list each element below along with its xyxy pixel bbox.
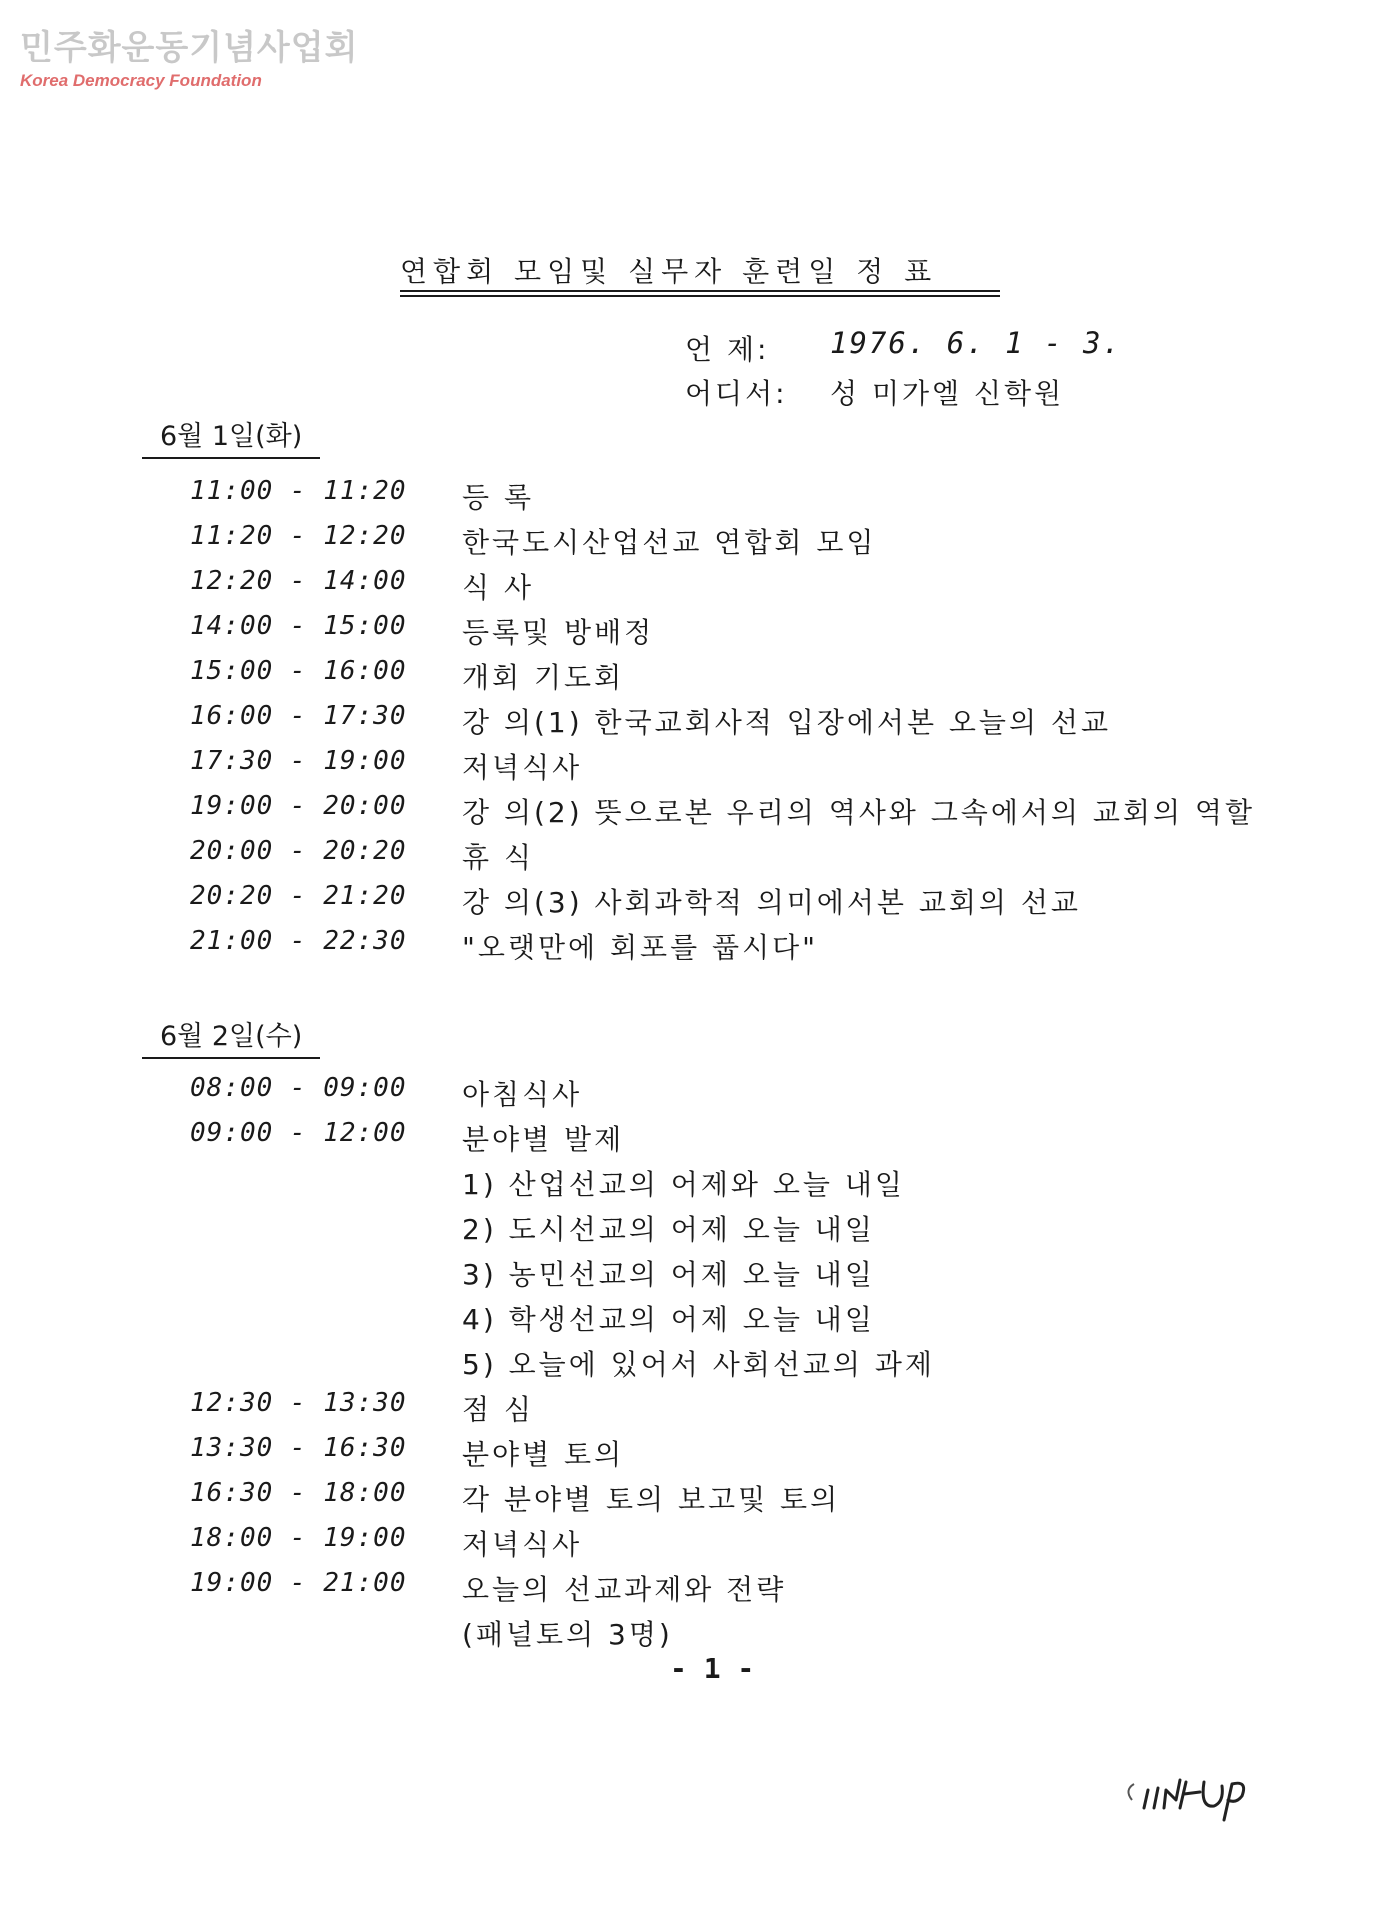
- when-label: 언 제:: [685, 333, 770, 366]
- schedule-activity: 저녁식사: [462, 1528, 583, 1561]
- schedule-activity: 3) 농민선교의 어제 오늘 내일: [462, 1258, 875, 1291]
- schedule-activity: 1) 산업선교의 어제와 오늘 내일: [462, 1168, 905, 1201]
- schedule-activity: 식 사: [462, 571, 534, 604]
- schedule-activity: (패널토의 3명): [462, 1618, 673, 1651]
- schedule-row: [190, 611, 1330, 651]
- schedule-time: 17:30 - 19:00: [190, 746, 407, 776]
- schedule-row: [190, 1523, 1330, 1563]
- schedule-activity: 휴 식: [462, 841, 534, 874]
- schedule-activity: 한국도시산업선교 연합회 모임: [462, 526, 877, 559]
- schedule-time: 11:00 - 11:20: [190, 476, 407, 506]
- schedule-row: [190, 1343, 1330, 1383]
- schedule-time: 12:20 - 14:00: [190, 566, 407, 596]
- schedule-time: 14:00 - 15:00: [190, 611, 407, 641]
- schedule-time: 18:00 - 19:00: [190, 1523, 407, 1553]
- watermark: [20, 20, 358, 91]
- schedule-row: [190, 1613, 1330, 1653]
- schedule-row: [190, 521, 1330, 561]
- schedule-activity: "오랫만에 회포를 풉시다": [462, 931, 819, 964]
- schedule-time: 21:00 - 22:30: [190, 926, 407, 956]
- schedule-activity: 4) 학생선교의 어제 오늘 내일: [462, 1303, 875, 1336]
- day1-header: 6월 1일(화): [142, 414, 320, 459]
- schedule-activity: 5) 오늘에 있어서 사회선교의 과제: [462, 1348, 935, 1381]
- schedule-time: 09:00 - 12:00: [190, 1118, 407, 1148]
- schedule-row: [190, 1118, 1330, 1158]
- day2-header: 6월 2일(수): [142, 1014, 320, 1059]
- schedule-row: [190, 881, 1330, 921]
- where-label: 어디서:: [685, 377, 788, 410]
- schedule-row: [190, 1208, 1330, 1248]
- schedule-activity: 분야별 토의: [462, 1438, 625, 1471]
- watermark-english: Korea Democracy Foundation: [20, 71, 262, 90]
- schedule-activity: 강 의(3) 사회과학적 의미에서본 교회의 선교: [462, 886, 1081, 919]
- schedule-row: [190, 1073, 1330, 1113]
- schedule-activity: 강 의(2) 뜻으로본 우리의 역사와 그속에서의 교회의 역할: [462, 796, 1256, 829]
- schedule-activity: 등록및 방배정: [462, 616, 655, 649]
- schedule-time: 16:30 - 18:00: [190, 1478, 407, 1508]
- schedule-activity: 2) 도시선교의 어제 오늘 내일: [462, 1213, 875, 1246]
- schedule-row: [190, 1298, 1330, 1338]
- schedule-row: [190, 1433, 1330, 1473]
- schedule-time: 11:20 - 12:20: [190, 521, 407, 551]
- schedule-row: [190, 476, 1330, 516]
- schedule-row: [190, 566, 1330, 606]
- schedule-row: [190, 746, 1330, 786]
- schedule-row: [190, 656, 1330, 696]
- schedule-time: 16:00 - 17:30: [190, 701, 407, 731]
- schedule-activity: 점 심: [462, 1393, 534, 1426]
- schedule-row: [190, 1388, 1330, 1428]
- schedule-row: [190, 1478, 1330, 1518]
- schedule-row: [190, 701, 1330, 741]
- schedule-time: 12:30 - 13:30: [190, 1388, 407, 1418]
- schedule-activity: 등 록: [462, 481, 534, 514]
- schedule-activity: 강 의(1) 한국교회사적 입장에서본 오늘의 선교: [462, 706, 1112, 739]
- schedule-row: [190, 1163, 1330, 1203]
- schedule-time: 08:00 - 09:00: [190, 1073, 407, 1103]
- schedule-time: 13:30 - 16:30: [190, 1433, 407, 1463]
- title-underline: [400, 290, 1000, 297]
- schedule-time: 19:00 - 21:00: [190, 1568, 407, 1598]
- schedule-time: 20:20 - 21:20: [190, 881, 407, 911]
- schedule-activity: 저녁식사: [462, 751, 583, 784]
- schedule-activity: 아침식사: [462, 1078, 583, 1111]
- schedule-time: 15:00 - 16:00: [190, 656, 407, 686]
- schedule-activity: 각 분야별 토의 보고및 토의: [462, 1483, 841, 1516]
- schedule-time: 19:00 - 20:00: [190, 791, 407, 821]
- schedule-activity: 개회 기도회: [462, 661, 625, 694]
- schedule-row: [190, 836, 1330, 876]
- page-number: - 1 -: [670, 1652, 755, 1685]
- document-title: 연합회 모임및 실무자 훈련일 정 표: [400, 255, 938, 288]
- schedule-row: [190, 791, 1330, 831]
- schedule-row: [190, 1253, 1330, 1293]
- where-value: 성 미가엘 신학원: [830, 377, 1065, 410]
- when-value: 1976. 6. 1 - 3.: [830, 326, 1122, 360]
- schedule-row: [190, 926, 1330, 966]
- schedule-activity: 분야별 발제: [462, 1123, 625, 1156]
- schedule-row: [190, 1568, 1330, 1608]
- schedule-activity: 오늘의 선교과제와 전략: [462, 1573, 787, 1606]
- schedule-time: 20:00 - 20:20: [190, 836, 407, 866]
- watermark-korean: 민주화운동기념사업회: [20, 28, 359, 68]
- handwritten-signature: [1120, 1760, 1310, 1830]
